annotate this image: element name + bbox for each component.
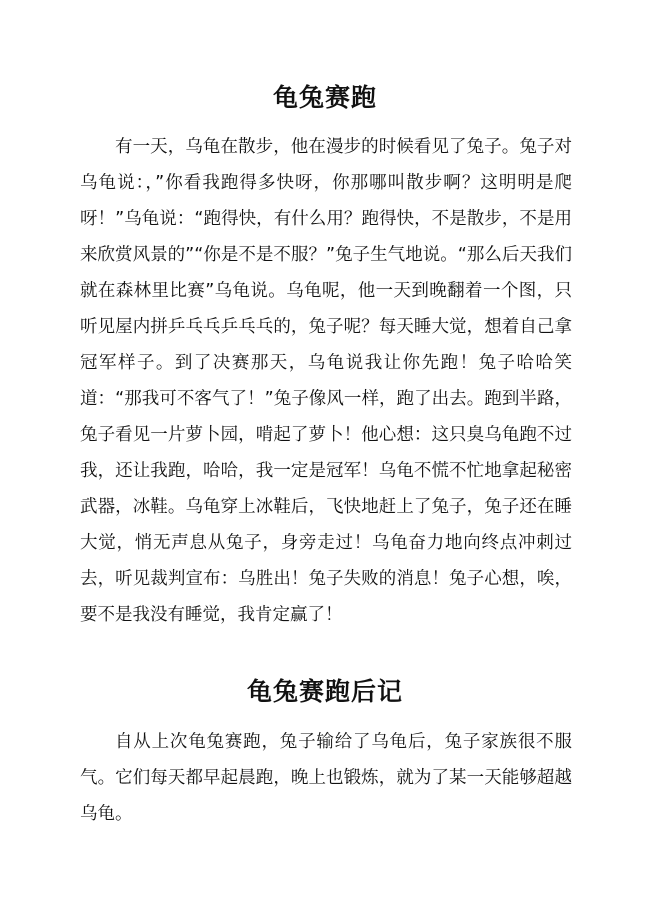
afterword-title: 龟兔赛跑后记 <box>246 677 403 706</box>
afterword-paragraph: 自从上次龟兔赛跑，兔子输给了乌龟后，兔子家族很不服气。它们每天都早起晨跑，晚上也锻炼，就为了某一天能够超越乌龟。 <box>80 732 572 824</box>
story-paragraph: 有一天，乌龟在散步，他在漫步的时候看见了兔子。兔子对乌龟说：，”你看我跑得多快呀，你那哪叫散步啊？这明明是爬呀！”乌龟说：“跑得快，有什么用？跑得快，不是散步，不是用来欣赏风景的”“你是不是不服？”兔子生气地说。“那么后天我们就在森林里比赛”乌龟说。乌龟呢，他一天到晚翻着一个图，只听见屋内拼乒乓乓乒乓乓的，兔子呢？每天睡大觉，想着自己拿冠军样子。到了决赛那天，乌龟说我让你先跑！兔子哈哈笑道：“那我可不客气了！”兔子像风一样，跑了出去。跑到半路，兔子看见一片萝卜园，啃起了萝卜！他心想：这只臭乌龟跑不过我，还让我跑，哈哈，我一定是冠军！乌龟不慌不忙地拿起秘密武器，冰鞋。乌龟穿上冰鞋后，飞快地赶上了兔子，兔子还在睡大觉，悄无声息从兔子，身旁走过！乌龟奋力地向终点冲刺过去，听见裁判宣布：乌胜出！兔子失败的消息！兔子心想，唉，要不是我没有睡觉，我肯定赢了！ <box>80 137 572 625</box>
story-title: 龟兔赛跑 <box>272 83 377 112</box>
